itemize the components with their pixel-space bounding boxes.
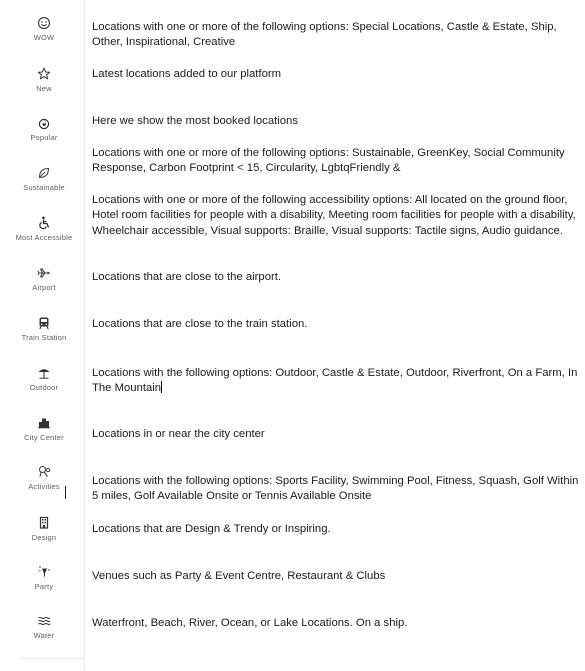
sidebar-item-label: Water	[33, 631, 55, 640]
category-description-sustainable: Locations with one or more of the following options: Sustainable, GreenKey, Social Community Response, Carbon Footprint < 15, Circularity, LgbtqFriendly &	[92, 147, 565, 175]
sidebar-item-party[interactable]	[8, 564, 80, 591]
sidebar-item-label: New	[36, 84, 52, 93]
category-description-water: Waterfront, Beach, River, Ocean, or Lake Locations. On a ship.	[92, 617, 408, 629]
category-description-outdoor[interactable]	[92, 366, 580, 397]
leaf-icon	[36, 165, 52, 181]
category-description-airport: Locations that are close to the airport.	[92, 271, 282, 283]
star-icon	[36, 66, 52, 82]
sidebar-item-label: Airport	[32, 283, 56, 292]
sidebar-item-label: Sustainable	[23, 183, 65, 192]
divider	[20, 658, 84, 659]
sidebar-item-label: Train Station	[21, 333, 67, 342]
category-description-outdoor-text: Locations with the following options: Outdoor, Castle & Estate, Outdoor, Riverfront, On a Farm, In The Mountain	[92, 367, 578, 395]
category-description-most-accessible: Locations with one or more of the following accessibility options: All located on the ground floor, Hotel room facilities for people with a disability, Meeting room facilities for people with a disability, Wheelchair accessible, Visual supports: Braille, Visual supports: Tactile signs, Audio guidance.	[92, 194, 576, 237]
category-sidebar	[0, 0, 85, 671]
sidebar-item-most-accessible[interactable]	[8, 215, 80, 242]
category-description-train-station: Locations that are close to the train station.	[92, 318, 308, 330]
wheelchair-icon	[36, 215, 52, 231]
train-icon	[36, 315, 52, 331]
sidebar-item-label: City Center	[24, 433, 64, 442]
sidebar-item-wow[interactable]	[8, 15, 80, 42]
text-caret-stray	[65, 486, 66, 499]
sidebar-item-city-center[interactable]	[8, 415, 80, 442]
party-icon	[36, 564, 52, 580]
waves-icon	[36, 613, 52, 629]
sidebar-item-label: Outdoor	[29, 383, 59, 392]
category-description-party: Venues such as Party & Event Centre, Restaurant & Clubs	[92, 570, 386, 582]
sidebar-item-label: Activities	[28, 482, 60, 491]
sidebar-item-label: WOW	[33, 33, 55, 42]
sidebar-item-outdoor[interactable]	[8, 365, 80, 392]
category-description-city-center: Locations in or near the city center	[92, 428, 265, 440]
city-icon	[36, 415, 52, 431]
sidebar-item-label: Design	[31, 533, 57, 542]
building-icon	[36, 515, 52, 531]
sidebar-item-new[interactable]	[8, 66, 80, 93]
sidebar-item-water[interactable]	[8, 613, 80, 640]
sidebar-item-label: Party	[34, 582, 54, 591]
category-description-activities: Locations with the following options: Sports Facility, Swimming Pool, Fitness, Squash, Golf Within 5 miles, Golf Available Onsite or Tennis Available Onsite	[92, 475, 579, 503]
sidebar-item-activities[interactable]	[8, 464, 80, 491]
umbrella-icon	[36, 365, 52, 381]
sidebar-item-popular[interactable]	[8, 115, 80, 142]
sidebar-item-airport[interactable]	[8, 265, 80, 292]
activities-icon	[36, 464, 52, 480]
category-description-wow: Locations with one or more of the following options: Special Locations, Castle & Estate, Ship, Other, Inspirational, Creative	[92, 21, 557, 49]
sidebar-item-label: Most Accessible	[15, 233, 73, 242]
airplane-icon	[36, 265, 52, 281]
flame-icon	[36, 115, 52, 131]
category-description-popular: Here we show the most booked locations	[92, 115, 298, 127]
sidebar-item-design[interactable]	[8, 515, 80, 542]
smiley-icon	[36, 15, 52, 31]
category-description-design: Locations that are Design & Trendy or Inspiring.	[92, 523, 331, 535]
sidebar-item-sustainable[interactable]	[8, 165, 80, 192]
category-description-new: Latest locations added to our platform	[92, 68, 282, 80]
sidebar-item-train-station[interactable]	[8, 315, 80, 342]
sidebar-item-label: Popular	[30, 133, 58, 142]
text-cursor	[161, 381, 162, 393]
